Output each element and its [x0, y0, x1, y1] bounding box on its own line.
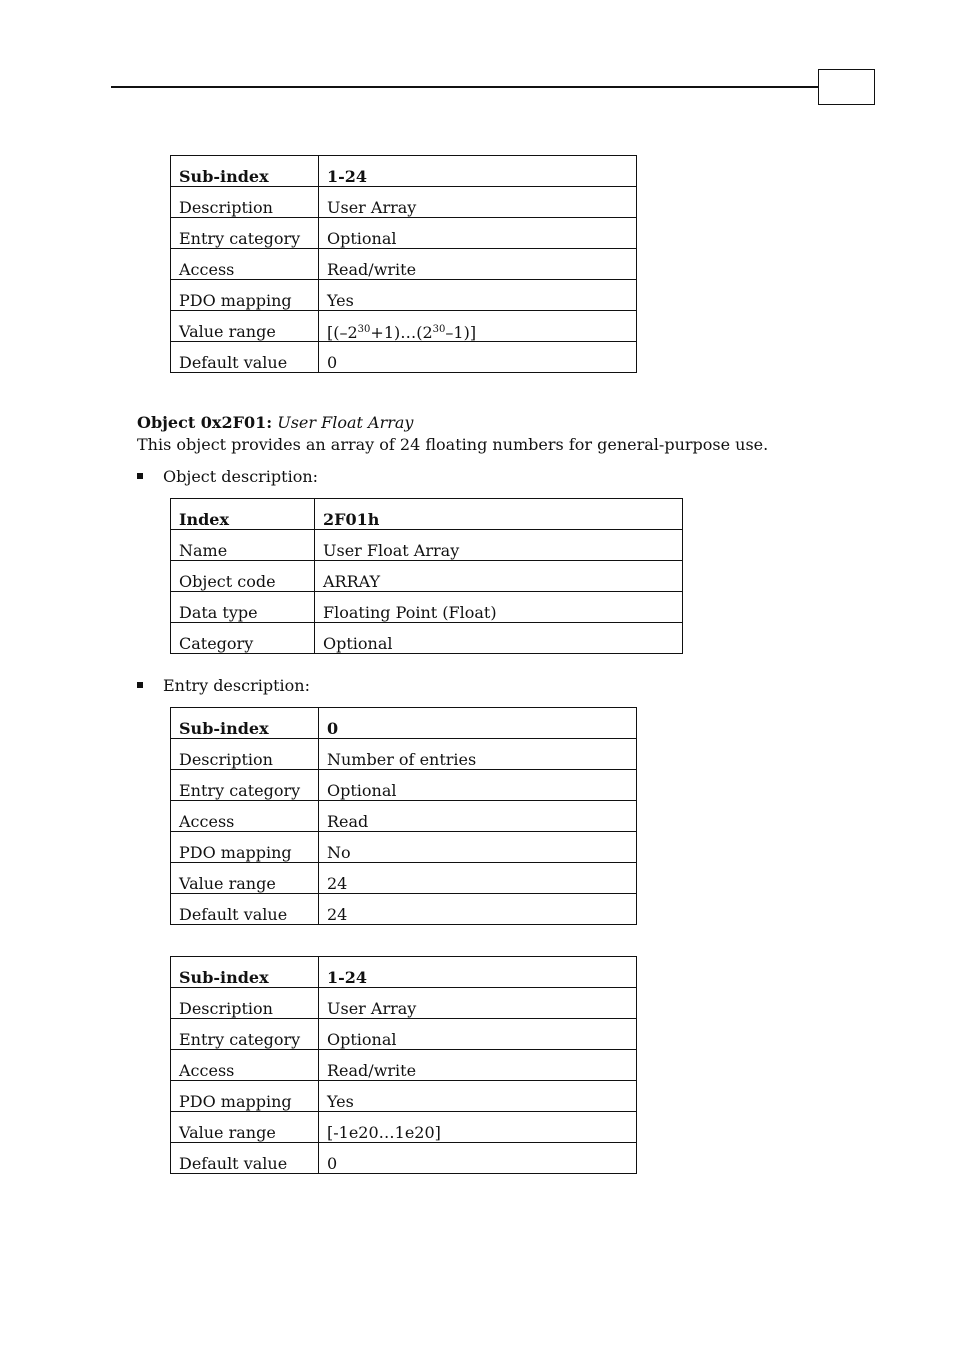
- table-row: [171, 623, 683, 654]
- table-row: [171, 311, 637, 342]
- row-label: Name: [171, 530, 315, 561]
- table-row: [171, 342, 637, 373]
- value-range-text: $[(-2^{30}+1)\dots(2^{30}-1)]$: [327, 323, 477, 342]
- row-label: Description: [171, 988, 319, 1019]
- row-label: Entry category: [171, 770, 319, 801]
- row-label: Access: [171, 249, 319, 280]
- row-label: Sub-index: [171, 708, 319, 739]
- table-row: [171, 530, 683, 561]
- bullet-object-description: Object description:: [137, 466, 318, 488]
- object-intro: This object provides an array of 24 floating numbers for general-purpose use.: [137, 435, 769, 454]
- table-row: [171, 801, 637, 832]
- table-row: [171, 156, 637, 187]
- row-label: Value range: [171, 1112, 319, 1143]
- row-value: User Array: [319, 187, 637, 218]
- table-row: [171, 988, 637, 1019]
- bullet-icon: [137, 682, 143, 688]
- row-value: Read/write: [319, 1050, 637, 1081]
- row-value: 1-24: [319, 156, 637, 187]
- row-label: Access: [171, 801, 319, 832]
- table-row: [171, 770, 637, 801]
- row-value: No: [319, 832, 637, 863]
- row-label: Entry category: [171, 218, 319, 249]
- row-label: Value range: [171, 311, 319, 342]
- row-label: Category: [171, 623, 315, 654]
- table-row: [171, 218, 637, 249]
- row-value: [319, 311, 637, 342]
- row-value: Read/write: [319, 249, 637, 280]
- row-value: Read: [319, 801, 637, 832]
- row-label: Object code: [171, 561, 315, 592]
- row-label: Default value: [171, 894, 319, 925]
- table-row: [171, 280, 637, 311]
- row-value: Number of entries: [319, 739, 637, 770]
- table-row: [171, 1050, 637, 1081]
- object-heading: Object 0x2F01: User Float Array: [137, 413, 414, 432]
- row-value: Yes: [319, 1081, 637, 1112]
- row-value: Optional: [315, 623, 683, 654]
- row-value: 24: [319, 894, 637, 925]
- table-row: [171, 863, 637, 894]
- row-label: Sub-index: [171, 957, 319, 988]
- row-value: 24: [319, 863, 637, 894]
- row-label: Access: [171, 1050, 319, 1081]
- row-value: 2F01h: [315, 499, 683, 530]
- table-row: [171, 561, 683, 592]
- bullet-entry-description: Entry description:: [137, 675, 310, 697]
- table-row: [171, 592, 683, 623]
- row-label: Value range: [171, 863, 319, 894]
- row-value: User Array: [319, 988, 637, 1019]
- row-value: Floating Point (Float): [315, 592, 683, 623]
- table-row: [171, 708, 637, 739]
- page-number-box: [818, 69, 875, 105]
- row-value: 0: [319, 342, 637, 373]
- row-label: Sub-index: [171, 156, 319, 187]
- row-value: Optional: [319, 1019, 637, 1050]
- entry-table-sub-1-24: [170, 956, 637, 1174]
- row-label: Default value: [171, 1143, 319, 1174]
- table-row: [171, 187, 637, 218]
- header-rule: [111, 86, 819, 88]
- table-row: [171, 1019, 637, 1050]
- row-label: PDO mapping: [171, 280, 319, 311]
- row-label: Description: [171, 739, 319, 770]
- row-label: Data type: [171, 592, 315, 623]
- table-row: [171, 1112, 637, 1143]
- table-row: [171, 832, 637, 863]
- table-row: [171, 249, 637, 280]
- entry-table-sub-0: [170, 707, 637, 925]
- row-label: PDO mapping: [171, 832, 319, 863]
- table-row: [171, 894, 637, 925]
- table-row: [171, 957, 637, 988]
- row-value: Yes: [319, 280, 637, 311]
- row-value: ARRAY: [315, 561, 683, 592]
- table-row: [171, 739, 637, 770]
- table-row: [171, 1081, 637, 1112]
- row-label: Index: [171, 499, 315, 530]
- table-row: [171, 499, 683, 530]
- bullet-icon: [137, 473, 143, 479]
- row-value: 0: [319, 708, 637, 739]
- row-value: User Float Array: [315, 530, 683, 561]
- table-row: [171, 1143, 637, 1174]
- row-label: Entry category: [171, 1019, 319, 1050]
- row-value: [-1e20…1e20]: [319, 1112, 637, 1143]
- row-label: Default value: [171, 342, 319, 373]
- row-value: 1-24: [319, 957, 637, 988]
- row-value: Optional: [319, 218, 637, 249]
- row-value: Optional: [319, 770, 637, 801]
- row-label: PDO mapping: [171, 1081, 319, 1112]
- row-value: 0: [319, 1143, 637, 1174]
- sub-index-table-top: [170, 155, 637, 373]
- row-label: Description: [171, 187, 319, 218]
- object-table: [170, 498, 683, 654]
